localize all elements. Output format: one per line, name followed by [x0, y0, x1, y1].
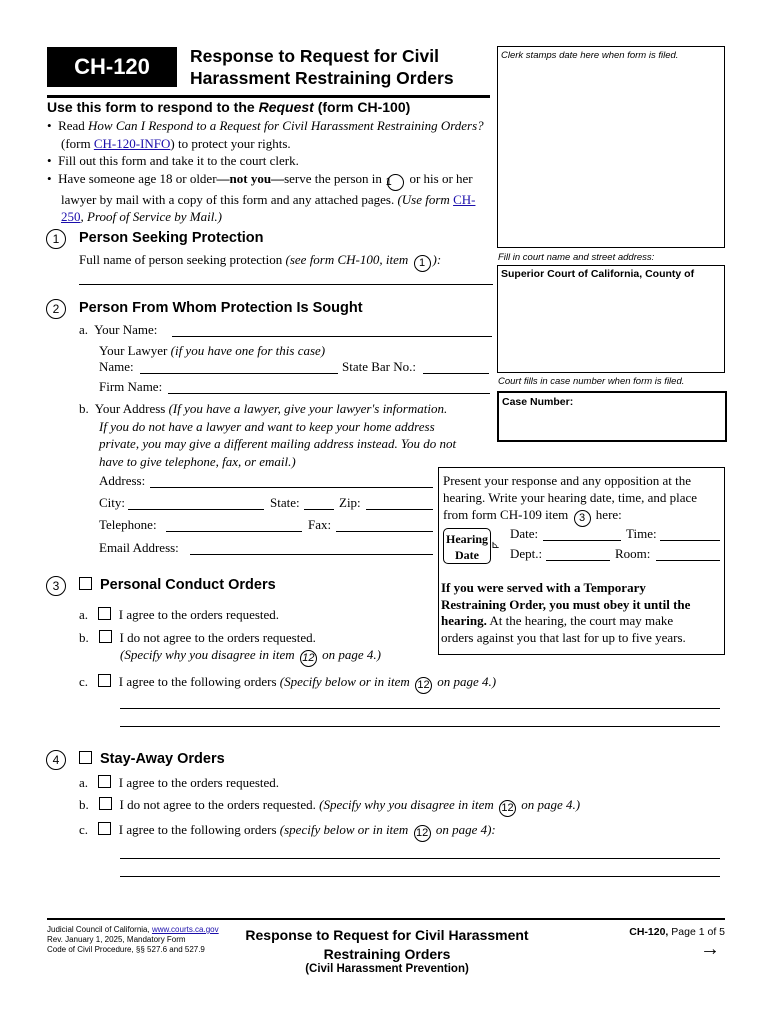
protected-person-label: Full name of person seeking protection (see form CH-100, item 1 ):: [79, 252, 441, 272]
section-4a-checkbox[interactable]: [98, 775, 111, 788]
tro-warning: If you were served with a Temporary Restraining Order, you must obey it until the hearing. At the hearing, the court may make orders against you that last for up to five years.: [441, 580, 691, 645]
section-4-checkbox[interactable]: [79, 751, 92, 764]
courts-website-link[interactable]: www.courts.ca.gov: [151, 925, 219, 934]
court-name-box[interactable]: [497, 265, 725, 373]
section-3c-checkbox[interactable]: [98, 674, 111, 687]
bullet-fill: • Fill out this form and take it to the court clerk.: [47, 153, 299, 168]
section-3-checkbox[interactable]: [79, 577, 92, 590]
section-3-title: Personal Conduct Orders: [79, 577, 276, 593]
zip-field[interactable]: [366, 509, 433, 510]
case-number-box[interactable]: [497, 391, 727, 442]
email-label: Email Address:: [99, 540, 179, 555]
clerk-stamp-box: [497, 46, 725, 248]
telephone-field[interactable]: [166, 531, 302, 532]
form-subtitle: Use this form to respond to the Request (form CH-100): [47, 99, 411, 115]
hearing-dept-field[interactable]: [546, 560, 610, 561]
zip-label: Zip:: [339, 495, 361, 510]
section-3b: b. I do not agree to the orders requested.: [79, 630, 316, 645]
section-3b-checkbox[interactable]: [99, 630, 112, 643]
section-3c-line-2[interactable]: [120, 726, 720, 727]
hearing-instructions: Present your response and any opposition at the hearing. Write your hearing date, time, and place from form CH-109 item 3 here:: [443, 472, 723, 527]
firm-name-label: Firm Name:: [99, 379, 163, 394]
fax-label: Fax:: [308, 517, 332, 532]
section-1-title: Person Seeking Protection: [79, 230, 264, 246]
hearing-time-label: Time:: [626, 526, 657, 541]
section-4c: c. I agree to the following orders (specify below or in item 12 on page 4):: [79, 822, 496, 842]
section-4-number: 4: [46, 750, 66, 770]
fax-field[interactable]: [336, 531, 433, 532]
section-4c-line-2[interactable]: [120, 876, 720, 877]
item-ref: 1: [387, 174, 404, 191]
footer-rule: [47, 918, 725, 920]
email-field[interactable]: [190, 554, 433, 555]
hearing-room-field[interactable]: [656, 560, 720, 561]
section-3b-note: (Specify why you disagree in item 12 on page 4.): [120, 647, 381, 667]
section-4a: a. I agree to the orders requested.: [79, 775, 280, 790]
item-ref: 12: [300, 650, 317, 667]
form-id-badge: CH-120: [47, 47, 177, 87]
city-label: City:: [99, 495, 126, 510]
case-number-text: Case Number:: [502, 396, 574, 408]
bullet-serve: • Have someone age 18 or older—not you—serve the person in 1 or his or her lawyer by mail with a copy of this form and any attached pages. (Use form CH-250, Proof of Service by Mail.): [47, 170, 476, 224]
state-label: State:: [270, 495, 300, 510]
item-ref: 12: [415, 677, 432, 694]
address-label: Address:: [99, 473, 146, 488]
your-name-row: a. Your Name:: [79, 322, 158, 337]
hearing-date-label: Date:: [510, 526, 539, 541]
form-title-line1: Response to Request for Civil: [190, 46, 439, 66]
section-2-title: Person From Whom Protection Is Sought: [79, 300, 363, 316]
section-2-number: 2: [46, 299, 66, 319]
state-bar-label: State Bar No.:: [342, 359, 417, 374]
state-field[interactable]: [304, 509, 334, 510]
protected-person-name-field[interactable]: [79, 284, 493, 285]
section-4b: b. I do not agree to the orders requested. (Specify why you disagree in item 12 on page 4.): [79, 797, 580, 817]
header-rule: [47, 95, 490, 98]
ch-120-info-link[interactable]: CH-120-INFO: [93, 135, 171, 151]
footer-subtitle: (Civil Harassment Prevention): [305, 963, 469, 975]
intro-bullets: [47, 117, 487, 226]
section-3c-line-1[interactable]: [120, 708, 720, 709]
clerk-stamp-label: Clerk stamps date here when form is filed.: [501, 50, 679, 61]
hearing-date-badge: Hearing Date: [443, 528, 491, 564]
hearing-badge-arrow: ⊾: [491, 539, 501, 551]
lawyer-name-label: Name:: [99, 359, 134, 374]
section-1-number: 1: [46, 229, 66, 249]
your-name-field[interactable]: [172, 336, 492, 337]
item-ref: 12: [414, 825, 431, 842]
lawyer-name-field[interactable]: [140, 373, 338, 374]
city-field[interactable]: [128, 509, 264, 510]
court-name-text: Superior Court of California, County of: [501, 268, 695, 280]
section-3c: c. I agree to the following orders (Specify below or in item 12 on page 4.): [79, 674, 496, 694]
hearing-date-field[interactable]: [543, 540, 621, 541]
section-4-title: Stay-Away Orders: [79, 751, 225, 767]
case-number-label: Court fills in case number when form is filed.: [498, 376, 685, 387]
next-page-arrow-icon[interactable]: →: [700, 938, 720, 960]
item-ref: 12: [499, 800, 516, 817]
footer-title: Response to Request for Civil Harassment Restraining Orders: [245, 927, 529, 962]
court-name-label: Fill in court name and street address:: [498, 252, 655, 263]
section-4c-line-1[interactable]: [120, 858, 720, 859]
bullet-read: • Read How Can I Respond to a Request for Civil Harassment Restraining Orders? (form CH-120-INFO) to protect your rights.: [47, 118, 484, 151]
state-bar-field[interactable]: [423, 373, 489, 374]
firm-name-field[interactable]: [168, 393, 490, 394]
section-3a-checkbox[interactable]: [98, 607, 111, 620]
hearing-room-label: Room:: [615, 546, 651, 561]
section-3-number: 3: [46, 576, 66, 596]
section-4c-checkbox[interactable]: [98, 822, 111, 835]
section-4b-checkbox[interactable]: [99, 797, 112, 810]
item-ref: 3: [574, 510, 591, 527]
footer-citation: Judicial Council of California, www.courts.ca.gov Rev. January 1, 2025, Mandatory Form Code of Civil Procedure, §§ 527.6 and 527.9: [47, 925, 219, 954]
form-title-line2: Harassment Restraining Orders: [190, 68, 454, 88]
address-field[interactable]: [150, 487, 433, 488]
ch-250-link[interactable]: CH-250: [61, 191, 476, 224]
hearing-time-field[interactable]: [660, 540, 720, 541]
lawyer-row: Your Lawyer (if you have one for this case): [99, 343, 326, 358]
your-address-instructions: b. Your Address (If you have a lawyer, give your lawyer's information. If you do not have a lawyer and want to keep your home address private, you may give a different mailing address instead. You do not have to give telephone, fax, or email.): [79, 401, 457, 469]
footer-page-number: CH-120, Page 1 of 5: [629, 926, 725, 938]
hearing-dept-label: Dept.:: [510, 546, 543, 561]
telephone-label: Telephone:: [99, 517, 157, 532]
section-3a: a. I agree to the orders requested.: [79, 607, 280, 622]
item-ref: 1: [414, 255, 431, 272]
